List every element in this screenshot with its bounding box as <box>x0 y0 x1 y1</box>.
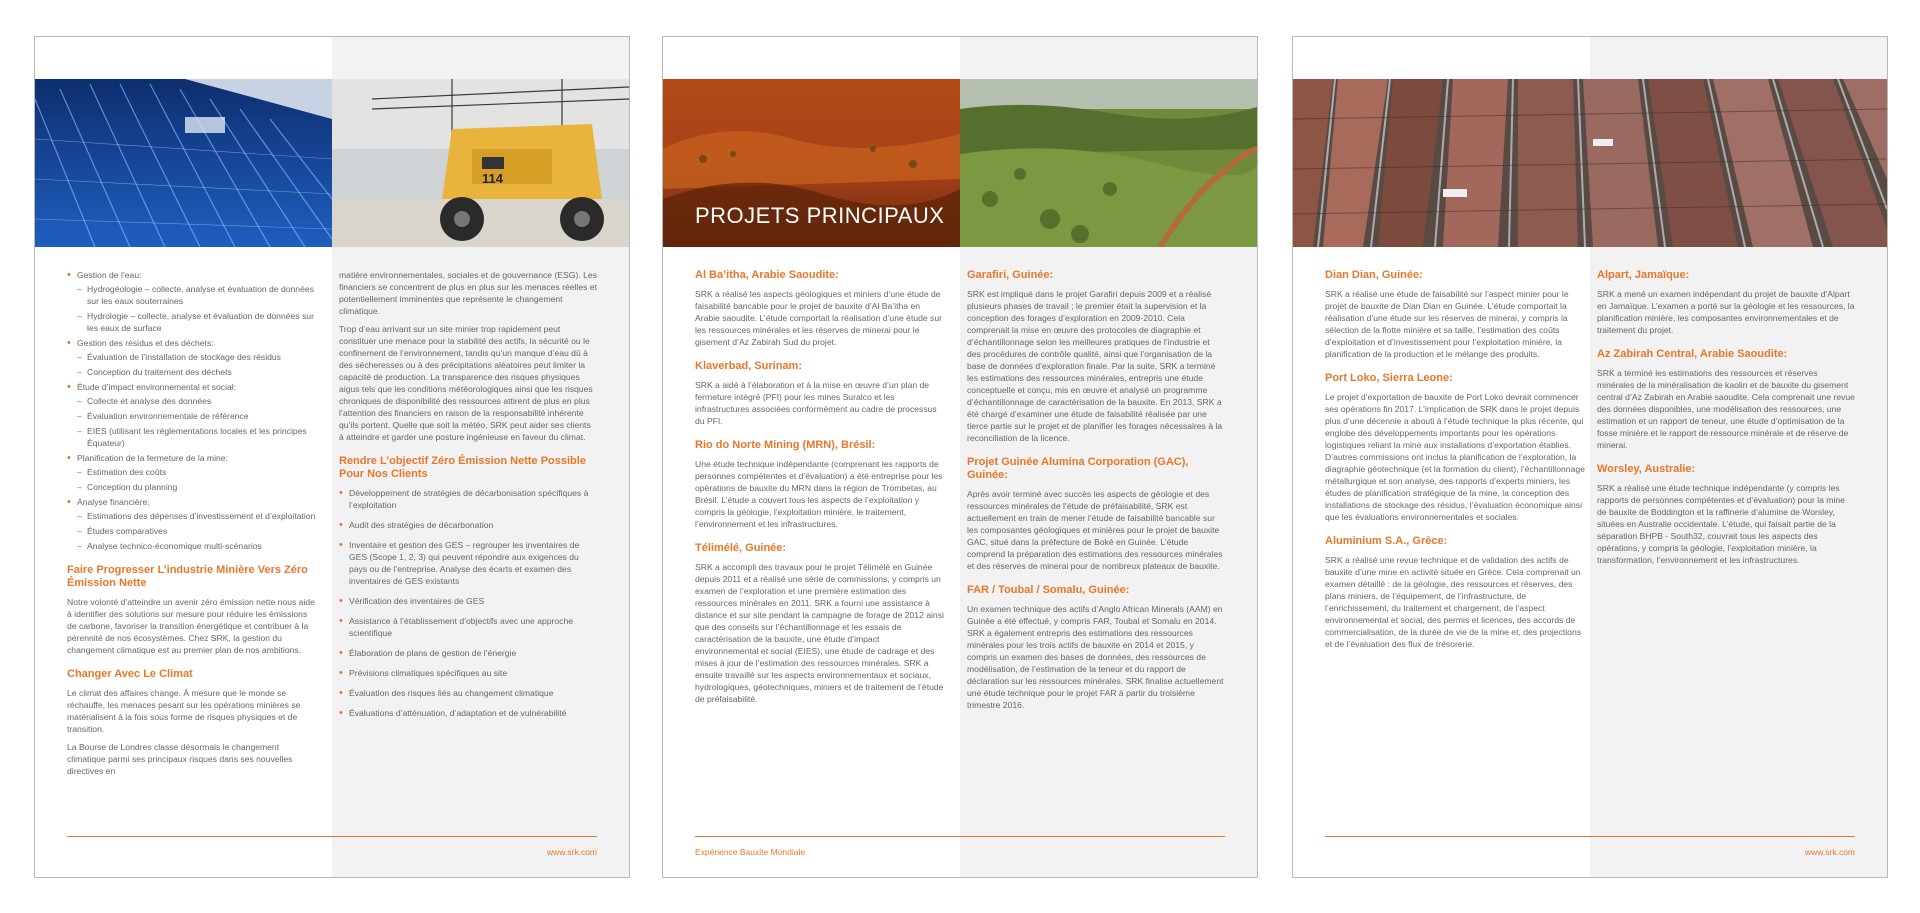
page1-left-column <box>67 269 317 783</box>
footer-url-link[interactable]: www.srk.com <box>1804 847 1855 857</box>
brochure-page-3 <box>1292 36 1888 878</box>
banner-title: PROJETS PRINCIPAUX <box>695 203 945 228</box>
paragraph-water-risk: Trop d’eau arrivant sur un site minier trop rapidement peut constituer une menace pour la stabilité des actifs, la sécurité ou le confinement de l’environnement, tandis qu’un manque d’eau dû à des sécheresses ou à des précipitations aléatoires peut limiter la capacité de production. La transparence des risques physiques aigus tels que les conditions météorologiques ainsi que les risques chroniques de disponibilité des ressources attirent de plus en plus l’attention des financiers en raison de la responsabilité inhérente qu’ils portent. Quelle que soit la météo, SRK peut aider ses clients à atteindre et garder une posture ingénieuse en faveur du climat. <box>339 324 593 442</box>
project-description: Le projet d’exportation de bauxite de Port Loko devrait commencer ses opérations fin 2017. L’implication de SRK dans le projet depuis plus d’une décennie a abouti à l’étude technique la plus récente, qui englobe des développements importants pour les opérations logistiques reliant la mine aux installations d’exportation établies. D’autres commissions ont inclus la planification de l’exploration, la diagraphie géotechnique (et la formation du client), l’échantillonnage métallurgique et son analyse, des rapports d’experts miniers, les études de planification stratégique de la mine, la conception des installations de stockage des résidus, l’évaluation économique ainsi que les évaluations environnementales et sociales. <box>1325 392 1585 522</box>
project-title: FAR / Toubal / Somalu, Guinée: <box>967 584 1130 596</box>
footer-rule <box>67 836 597 837</box>
page1-right-column <box>339 269 597 727</box>
services-list <box>67 269 317 552</box>
service-subitem: – Estimations des dépenses d’investissement et d’exploitation <box>77 510 317 522</box>
page3-right-column <box>1597 269 1855 572</box>
service-subitem: – Hydrogéologie – collecte, analyse et évaluation de données sur les eaux souterraines <box>77 283 317 307</box>
service-subitem: – Conception du planning <box>77 481 317 493</box>
service-subitem: – Analyse technico-économique multi-scénarios <box>77 540 317 552</box>
service-item-label: Planification de la fermeture de la mine: <box>77 453 228 463</box>
service-subitem: – Estimation des coûts <box>77 466 317 478</box>
footer-rule <box>695 836 1225 837</box>
service-item-label: Gestion de l’eau: <box>77 270 142 280</box>
project-title: Projet Guinée Alumina Corporation (GAC), Guinée: <box>967 456 1189 481</box>
net-zero-service-item: • Audit des stratégies de décarbonation <box>339 519 597 531</box>
project-title: Worsley, Australie: <box>1597 463 1696 475</box>
service-item <box>67 496 317 552</box>
service-item-label: Analyse financière: <box>77 497 150 507</box>
service-subitems <box>77 351 317 378</box>
project-description: Une étude technique indépendante (comprenant les rapports de personnes compétentes et d’évaluation) a été entreprise pour les opérations de bauxite du MRN dans la région de Trombetas, au Brésil. L’étude a couvert tous les aspects de l’exploitation y compris la géologie, l’exploitation minière, le traitement, l’environnement et les infrastructures. <box>695 459 943 529</box>
drill-core-samples-image <box>1293 79 1887 247</box>
project-description: Après avoir terminé avec succès les aspects de géologie et des ressources minérales de l’étude de préfaisabilité, SRK est actuellement en train de mener l’étude de faisabilité bancable sur les composantes géologiques et minières pour le projet de bauxite GAC, situé dans la préfecture de Boké en Guinée. L’étude comprend la préparation des estimations des ressources minérales et des réserves de minerai pour de nombreux plateaux de bauxite. <box>967 489 1223 571</box>
service-subitem: – EIES (utilisant les réglementations locales et les principes Équateur) <box>77 425 317 449</box>
service-subitem: – Évaluation de l’installation de stockage des résidus <box>77 351 317 363</box>
net-zero-service-item: • Assistance à l’établissement d’objectifs avec une approche scientifique <box>339 615 597 639</box>
project-title: Garafiri, Guinée: <box>967 269 1054 281</box>
service-item <box>67 452 317 493</box>
page2-right-column <box>967 269 1225 717</box>
project-title: Al Ba’itha, Arabie Saoudite: <box>695 269 839 281</box>
service-subitems <box>77 283 317 334</box>
header-images <box>1293 79 1887 247</box>
service-subitems <box>77 466 317 493</box>
service-subitems <box>77 395 317 449</box>
paragraph-zero-emission: Notre volonté d’atteindre un avenir zéro émission nette nous aide à identifier des solutions sur mesure pour réduire les émissions de carbone, favoriser la transition énergétique et contribuer à la pérennité de nos écosystèmes. Chez SRK, la gestion du changement climatique est au premier plan de nos ambitions. <box>67 597 315 655</box>
footer-url-link[interactable]: www.srk.com <box>546 847 597 857</box>
service-item-label: Étude d’impact environnemental et social: <box>77 382 237 392</box>
project-title: Dian Dian, Guinée: <box>1325 269 1423 281</box>
truck-number: 114 <box>482 171 503 186</box>
brochure-page-2 <box>662 36 1258 878</box>
heading-zero-emission: Faire Progresser L’industrie Minière Vers Zéro Émission Nette <box>67 564 308 589</box>
paragraph-climate-2: La Bourse de Londres classe désormais le changement climatique parmi ses principaux risques dans ses nouvelles directives en <box>67 742 293 776</box>
service-subitem: – Études comparatives <box>77 525 317 537</box>
net-zero-service-item: • Prévisions climatiques spécifiques au site <box>339 667 597 679</box>
project-title: Aluminium S.A., Grèce: <box>1325 535 1448 547</box>
green-hills-road-image <box>960 79 1257 247</box>
project-description: SRK a aidé à l’élaboration et à la mise en œuvre d’un plan de fermeture intégré (PFI) pour les mines Suralco et les infrastructures associées conformément au cadre de processus du PFI. <box>695 380 937 426</box>
net-zero-service-item: • Vérification des inventaires de GES <box>339 595 597 607</box>
service-item <box>67 381 317 449</box>
heading-net-zero-clients: Rendre L’objectif Zéro Émission Nette Possible Pour Nos Clients <box>339 455 586 480</box>
net-zero-service-item: • Évaluations d’atténuation, d’adaptation et de vulnérabilité <box>339 707 597 719</box>
header-images <box>663 79 1257 247</box>
net-zero-service-item: • Évaluation des risques liés au changement climatique <box>339 687 597 699</box>
project-description: SRK est impliqué dans le projet Garafiri depuis 2009 et a réalisé plusieurs phases de travail ; le premier était la supervision et la conception des forages d’exploration en 2009-2010. Cela comprenait la mise en œuvre des protocoles de diagraphie et d’échantillonnage selon les meilleures pratiques de l’industrie et des procédures de contrôle qualité, ainsi que l’organisation de la base de données d’exploration finale. Par la suite, SRK a terminé les estimations des ressources minérales, entrepris une étude conceptuelle et conçu, mis en œuvre et analysé un programme d’échantillonnage de caractérisation de la bauxite. En 2013, SRK a été chargé d’examiner une étude de faisabilité réalisée par une tierce partie sur le projet et de planifier les forages nécessaires à la reconciliation de la licence. <box>967 289 1223 443</box>
project-title: Az Zabirah Central, Arabie Saoudite: <box>1597 348 1788 360</box>
net-zero-services-list <box>339 487 597 719</box>
project-title: Klaverbad, Surinam: <box>695 360 802 372</box>
net-zero-service-item: • Élaboration de plans de gestion de l’énergie <box>339 647 597 659</box>
electric-haul-truck-image <box>332 79 629 247</box>
project-description: SRK a réalisé une étude de faisabilité sur l’aspect minier pour le projet de bauxite de Dian Dian en Guinée. L’étude comportait la réalisation d’une étude sur les réserves de minerai, y compris la sélection de la flotte minière et sa taille, l’estimation des coûts d’exploitation et d’investissement pour l’exploitation minière, la planification de la production et le mélange des produits. <box>1325 289 1569 359</box>
page3-left-column <box>1325 269 1587 656</box>
project-description: SRK a réalisé une revue technique et de validation des actifs de bauxite d’une mine en activité située en Grèce. Cela comprenait un examen détaillé : de la géologie, des ressources et réserves, des plans miniers, de l’équipement, de l’infrastructure, de l’enrichissement, du traitement et chargement, de l’aspect environnemental et social, des permis et licences, des accords de commercialisation, de la durée de vie de la mine et, des projections et de l’évaluation des flux de trésorerie. <box>1325 555 1582 649</box>
paragraph-esg: matière environnementales, sociales et de gouvernance (ESG). Les financiers se concentrent de plus en plus sur les menaces réelles et potentiellement imminentes que représente le changement climatique. <box>339 270 597 316</box>
net-zero-service-item: • Développement de stratégies de décarbonisation spécifiques à l’exploitation <box>339 487 597 511</box>
service-subitem: – Collecte et analyse des données <box>77 395 317 407</box>
project-description: SRK a mené un examen indépendant du projet de bauxite d’Alpart en Jamaïque. L’examen a porté sur la géologie et les ressources, la planification minière, les composantes environnementales et de traitement du projet. <box>1597 289 1855 335</box>
service-item-label: Gestion des résidus et des déchets: <box>77 338 214 348</box>
solar-panels-image <box>35 79 332 247</box>
service-subitem: – Hydrologie – collecte, analyse et évaluation de données sur les eaux de surface <box>77 310 317 334</box>
project-title: Rio do Norte Mining (MRN), Brésil: <box>695 439 876 451</box>
project-title: Port Loko, Sierra Leone: <box>1325 372 1453 384</box>
project-title: Télimélé, Guinée: <box>695 542 787 554</box>
service-item <box>67 337 317 378</box>
service-item <box>67 269 317 334</box>
net-zero-service-item: • Inventaire et gestion des GES – regrouper les inventaires de GES (Scope 1, 2, 3) qui peuvent répondre aux exigences du pays ou de l’entreprise. Analyse des écarts et examen des inventaires de GES existants <box>339 539 597 587</box>
project-description: Un examen technique des actifs d’Anglo African Minerals (AAM) en Guinée a été effectué, y compris FAR, Toubal et Somalu en 2014. SRK a également entrepris des estimations des ressources minérales pour les trois actifs de bauxite en 2014 et 2015, y compris un examen des bases de données, des ressources de modélisation, de l’estimation de la teneur et du rapport de déclaration sur les ressources minérales. SRK finalise actuellement une étude technique pour le projet FAR à partir du troisième trimestre 2016. <box>967 604 1224 710</box>
service-subitems <box>77 510 317 552</box>
heading-climate: Changer Avec Le Climat <box>67 668 193 680</box>
project-title: Alpart, Jamaïque: <box>1597 269 1690 281</box>
service-subitem: – Évaluation environnementale de référence <box>77 410 317 422</box>
project-description: SRK a réalisé les aspects géologiques et miniers d’une étude de faisabilité bancable pour le projet de bauxite d’Al Ba’itha en Arabie saoudite. L’étude comportait la réalisation d’une étude sur les ressources minérales et les réserves de minerai pour le gisement d’Az Zabirah Sud du projet. <box>695 289 942 347</box>
brochure-page-1 <box>34 36 630 878</box>
project-description: SRK a terminé les estimations des ressources et réserves minérales de la minéralisation de kaolin et de bauxite du gisement central d’Az Zabirah en Arabie saoudite. Cela comprenait une revue des données disponibles, une modélisation des ressources, une estimation et un rapport de teneur, une étude d’optimisation de la fosse minière et le rapport de ressource minérale et de réserve de minerai. <box>1597 368 1855 450</box>
project-description: SRK a réalisé une étude technique indépendante (y compris les rapports de personnes compétentes et d’évaluation) pour la mine de bauxite de Boddington et la raffinerie d’alumine de Worsley, situées en Australie occidentale. L’étude, qui faisait partie de la séparation BHPB - South32, couvrait tous les aspects des opérations, y compris la géologie, l’exploitation minière, la transformation, l’environnement et les infrastructures. <box>1597 483 1845 565</box>
footer-rule <box>1325 836 1855 837</box>
red-earth-landscape-image <box>663 79 960 247</box>
page2-left-column <box>695 269 945 711</box>
header-images <box>35 79 629 247</box>
footer-caption: Expérience Bauxite Mondiale <box>695 847 806 857</box>
project-description: SRK a accompli des travaux pour le projet Télimélé en Guinée depuis 2011 et a réalisé une série de commissions, y compris un examen de l’exploration et une première estimation des ressources minérales en 2011. SRK a fourni une assistance à distance et sur site pendant la campagne de forage de 2012 ainsi que des conseils sur l’échantillonnage et les essais de caractérisation de la bauxite, une étude d’impact environnemental et social (EIES), une étude de cadrage et des mises à jour de l’estimation des ressources minérales. SRK a ensuite travaillé sur les aspects environnementaux et sociaux, hydrologiques, géotechniques, miniers et de traitement de l’étude de préfaisabilité. <box>695 562 944 704</box>
service-subitem: – Conception du traitement des déchets <box>77 366 317 378</box>
paragraph-climate-1: Le climat des affaires change. À mesure que le monde se réchauffe, les menaces pesant sur les opérations minières se matérialisent à la fois sous forme de risques physiques et de transition. <box>67 688 301 734</box>
